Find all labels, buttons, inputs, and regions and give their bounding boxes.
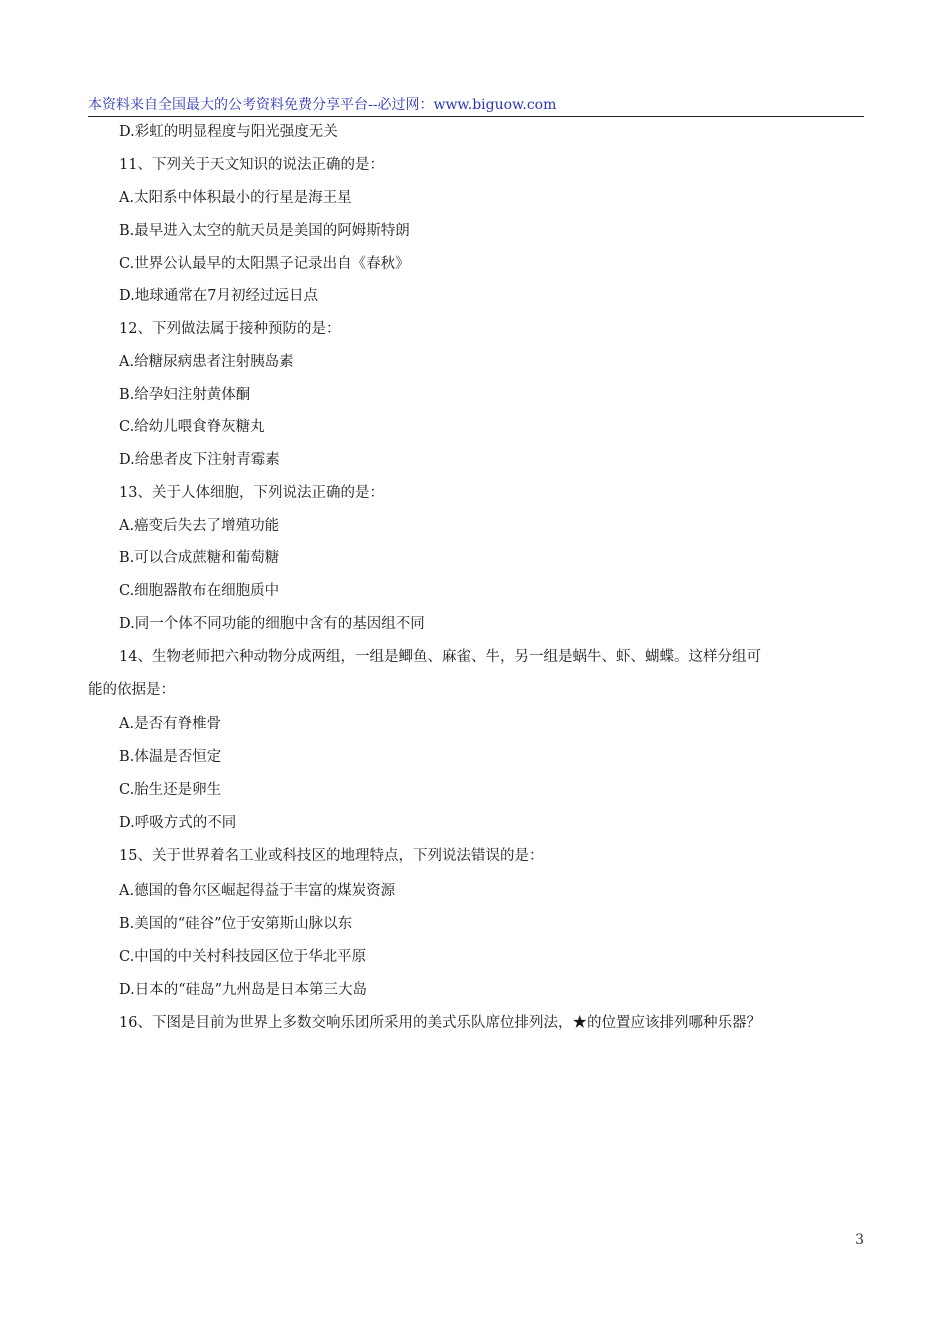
- page-number: 3: [855, 1232, 864, 1248]
- q11-option-c: C.世界公认最早的太阳黑子记录出自《春秋》: [119, 256, 410, 272]
- q15-option-d: D.日本的“硅岛”九州岛是日本第三大岛: [119, 982, 368, 998]
- header-divider: [88, 116, 864, 117]
- q12-option-b: B.给孕妇注射黄体酮: [119, 387, 251, 403]
- q15-option-b: B.美国的“硅谷”位于安第斯山脉以东: [119, 916, 353, 932]
- q13-option-c: C.细胞器散布在细胞质中: [119, 583, 280, 599]
- q12-option-c: C.给幼儿喂食脊灰糖丸: [119, 419, 265, 435]
- q14-option-a: A.是否有脊椎骨: [119, 716, 222, 732]
- q12-stem: 12、下列做法属于接种预防的是：: [119, 321, 341, 337]
- header-source-text: 本资料来自全国最大的公考资料免费分享平台--必过网：www.biguow.com: [88, 97, 557, 113]
- q15-option-a: A.德国的鲁尔区崛起得益于丰富的煤炭资源: [119, 883, 396, 899]
- q15-stem: 15、关于世界着名工业或科技区的地理特点，下列说法错误的是：: [119, 848, 544, 864]
- q14-stem-continued: 能的依据是：: [88, 682, 175, 698]
- q16-stem: 16、下图是目前为世界上多数交响乐团所采用的美式乐队席位排列法，★的位置应该排列哪种乐器？: [119, 1015, 761, 1031]
- q13-option-a: A.癌变后失去了增殖功能: [119, 518, 280, 534]
- q14-option-c: C.胎生还是卵生: [119, 782, 222, 798]
- q14-option-d: D.呼吸方式的不同: [119, 815, 237, 831]
- q13-option-d: D.同一个体不同功能的细胞中含有的基因组不同: [119, 616, 425, 632]
- q11-option-a: A.太阳系中体积最小的行星是海王星: [119, 190, 352, 206]
- q12-option-d: D.给患者皮下注射青霉素: [119, 452, 280, 468]
- q14-stem: 14、生物老师把六种动物分成两组，一组是鲫鱼、麻雀、牛，另一组是蜗牛、虾、蝴蝶。这样分组可: [119, 649, 761, 665]
- q11-option-d: D.地球通常在7月初经过远日点: [119, 288, 318, 304]
- q15-option-c: C.中国的中关村科技园区位于华北平原: [119, 949, 367, 965]
- q10-option-d: D.彩虹的明显程度与阳光强度无关: [119, 124, 338, 140]
- q11-option-b: B.最早进入太空的航天员是美国的阿姆斯特朗: [119, 223, 410, 239]
- q13-option-b: B.可以合成蔗糖和葡萄糖: [119, 550, 280, 566]
- q14-option-b: B.体温是否恒定: [119, 749, 222, 765]
- q12-option-a: A.给糖尿病患者注射胰岛素: [119, 354, 294, 370]
- q11-stem: 11、下列关于天文知识的说法正确的是：: [119, 157, 384, 173]
- q13-stem: 13、关于人体细胞，下列说法正确的是：: [119, 485, 384, 501]
